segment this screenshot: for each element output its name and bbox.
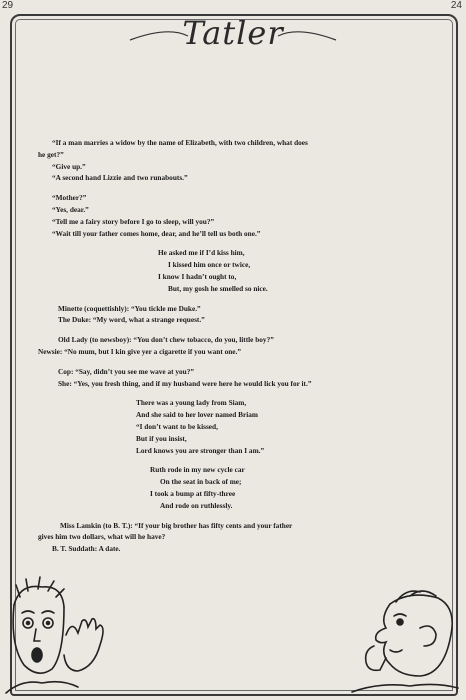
verse-line: I took a bump at fifty-three (150, 488, 236, 498)
text-line: “If a man marries a widow by the name of Elizabeth, with two children, what does (52, 138, 308, 147)
text-line: The Duke: “My word, what a strange request.” (58, 315, 205, 325)
cartoon-surprised-boy (2, 575, 112, 695)
verse-line: He asked me if I’d kiss him, (158, 248, 245, 258)
verse-line: “I don’t want to be kissed, (136, 421, 218, 431)
text-line: Cop: “Say, didn’t you see me wave at you?” (58, 366, 195, 376)
cartoon-profile-man (350, 588, 460, 696)
joke-mother (38, 192, 422, 239)
text-line: gives him two dollars, what will he have? (38, 532, 166, 542)
verse-line: There was a young lady from Siam, (136, 398, 247, 408)
text-line: She: “Yes, you fresh thing, and if my husband were here he would lick you for it.” (58, 378, 312, 388)
text-line: “Give up.” (52, 161, 86, 171)
verse-line: But if you insist, (136, 433, 187, 443)
corner-number: 29 (2, 0, 14, 11)
masthead-title: Tatler (182, 14, 284, 52)
verse-line: And she said to her lover named Briam (136, 410, 258, 420)
verse-line: I kissed him once or twice, (168, 260, 251, 270)
text-line: B. T. Suddath: A date. (52, 544, 121, 554)
text-line: Newsie: “No mum, but I kin give yer a cigarette if you want one.” (38, 346, 242, 356)
joke-lamkin (38, 520, 422, 555)
joke-column (38, 137, 422, 555)
text-line: “Tell me a fairy story before I go to sleep, will you?” (52, 216, 215, 226)
joke-minette (38, 303, 422, 327)
verse-line: And rode on ruthlessly. (160, 500, 233, 510)
verse-kiss (38, 247, 422, 294)
verse-line: Lord knows you are stronger than I am.” (136, 445, 265, 455)
text-line: Miss Lamkin (to B. T.): “If your big brother has fifty cents and your father (60, 520, 293, 530)
joke-old-lady (38, 334, 422, 358)
verse-line: I know I hadn’t ought to, (158, 271, 237, 281)
verse-ruth (38, 464, 422, 511)
text-line: “A second hand Lizzie and two runabouts.” (52, 173, 188, 183)
verse-line: But, my gosh he smelled so nice. (168, 283, 268, 293)
text-line: “Mother?” (52, 193, 87, 203)
joke-widow (38, 137, 422, 184)
text-line: he get?” (38, 149, 64, 159)
verse-line: On the seat in back of me; (160, 477, 242, 487)
verse-line: Ruth rode in my new cycle car (150, 465, 245, 475)
masthead-flourish (128, 22, 338, 52)
text-line: “Yes, dear.” (52, 204, 89, 214)
text-line: “Wait till your father comes home, dear, and he’ll tell us both one.” (52, 228, 261, 238)
page-number: 24 (450, 0, 462, 11)
joke-cop (38, 366, 422, 390)
verse-siam (38, 397, 422, 456)
text-line: Old Lady (to newsboy): “You don’t chew tobacco, do you, little boy?” (58, 335, 274, 345)
text-line: Minette (coquettishly): “You tickle me Duke.” (58, 303, 201, 313)
